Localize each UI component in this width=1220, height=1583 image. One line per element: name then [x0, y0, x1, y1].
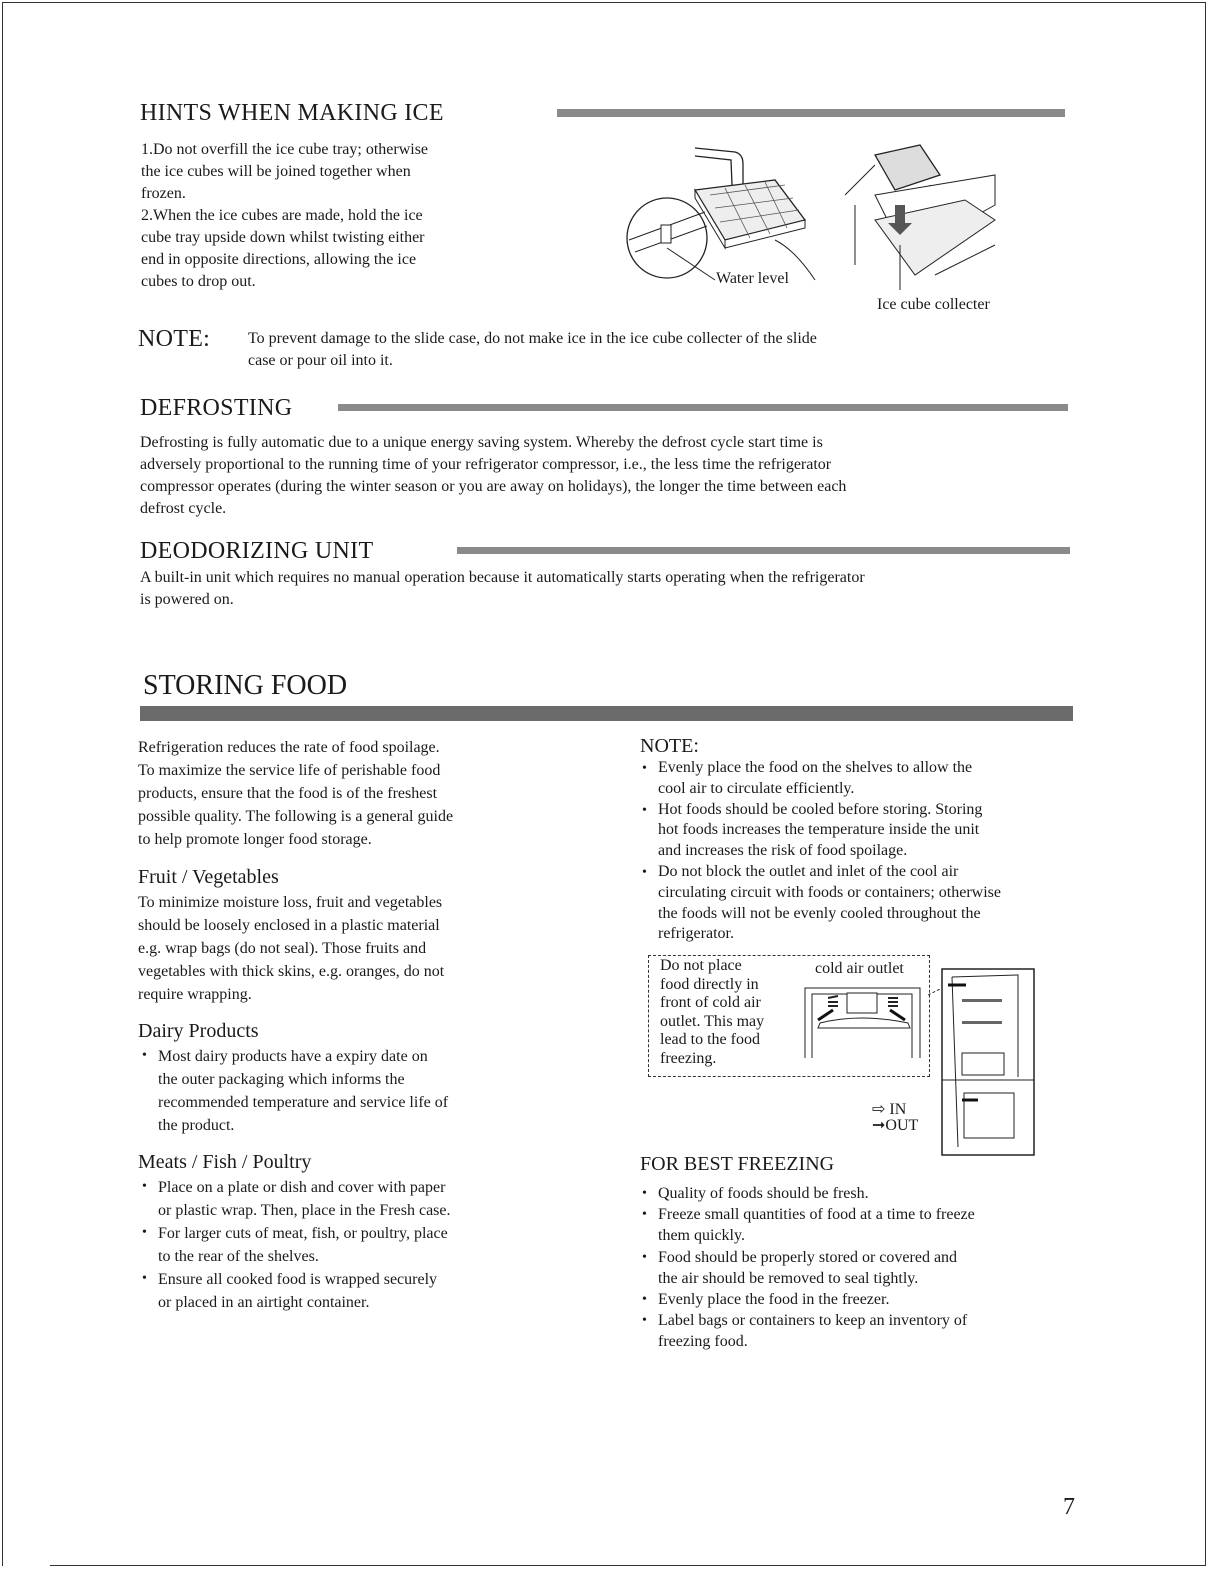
text-line: recommended temperature and service life of — [158, 1094, 449, 1111]
bullet-item — [638, 758, 1001, 800]
dairy-heading: Dairy Products — [138, 1020, 259, 1042]
legend-out-label: OUT — [885, 1117, 919, 1134]
hints-text — [141, 139, 428, 293]
meats-list — [138, 1176, 451, 1314]
text-line: • Place on a plate or dish and cover with paper — [158, 1179, 446, 1196]
bullet-item — [638, 1247, 975, 1289]
text-line: and increases the risk of food spoilage. — [658, 842, 908, 860]
bullet-item — [638, 1310, 975, 1352]
text-line: To prevent damage to the slide case, do not make ice in the ice cube collecter of the slide — [248, 330, 817, 347]
text-line: them quickly. — [658, 1227, 745, 1245]
bullet-item — [138, 1045, 448, 1137]
defrosting-text — [140, 432, 846, 520]
text-line: 2.When the ice cubes are made, hold the ice — [141, 207, 423, 224]
in-arrow-icon: ⇨ — [872, 1101, 886, 1118]
text-line: food directly in — [660, 975, 759, 993]
text-line: outlet. This may — [660, 1012, 765, 1030]
text-line: case or pour oil into it. — [248, 352, 393, 369]
fruit-vegetables-text — [138, 891, 444, 1006]
defrosting-heading: DEFROSTING — [140, 395, 293, 421]
section-divider-bar — [338, 404, 1068, 411]
section-divider-bar — [457, 547, 1070, 554]
text-line: • Evenly place the food in the freezer. — [658, 1290, 890, 1308]
text-line: the air should be removed to seal tightly. — [658, 1269, 919, 1287]
note-text — [248, 328, 817, 372]
hints-heading: HINTS WHEN MAKING ICE — [140, 100, 444, 126]
text-line: cool air to circulate efficiently. — [658, 779, 855, 797]
bullet-item — [638, 800, 1001, 862]
text-line: circulating circuit with foods or containers; otherwise — [658, 883, 1002, 901]
text-line: e.g. wrap bags (do not seal). Those fruits and — [138, 940, 427, 957]
cold-air-outlet-illustration — [800, 978, 925, 1058]
storing-note-heading: NOTE: — [640, 735, 699, 757]
deodorizing-heading: DEODORIZING UNIT — [140, 538, 374, 564]
page-number: 7 — [1063, 1494, 1075, 1520]
text-line: the ice cubes will be joined together when — [141, 163, 411, 180]
text-line: or plastic wrap. Then, place in the Fresh case. — [158, 1202, 451, 1219]
text-line: end in opposite directions, allowing the ice — [141, 251, 417, 268]
text-line: vegetables with thick skins, e.g. oranges, do not — [138, 963, 445, 980]
text-line: • Hot foods should be cooled before storing. Storing — [658, 800, 983, 818]
text-line: should be loosely enclosed in a plastic material — [138, 917, 440, 934]
text-line: is powered on. — [140, 591, 234, 608]
text-line: • For larger cuts of meat, fish, or poultry, place — [158, 1225, 448, 1242]
text-line: products, ensure that the food is of the freshest — [138, 785, 438, 802]
text-line: refrigerator. — [658, 925, 734, 943]
text-line: frozen. — [141, 185, 186, 202]
page-bottom-rule — [50, 1565, 1205, 1566]
text-line: possible quality. The following is a general guide — [138, 808, 454, 825]
legend-in-label: IN — [889, 1101, 907, 1118]
text-line: front of cold air — [660, 994, 761, 1011]
text-line: Do not place — [660, 957, 742, 974]
cold-air-outlet-label: cold air outlet — [815, 960, 904, 977]
text-line: • Most dairy products have a expiry date on — [158, 1048, 428, 1065]
best-freezing-list — [638, 1183, 975, 1353]
text-line: adversely proportional to the running time of your refrigerator compressor, i.e., the less time the refrigerator — [140, 456, 832, 473]
storing-intro — [138, 736, 453, 851]
ice-cube-collector-label: Ice cube collecter — [877, 296, 990, 313]
section-divider-bar — [557, 109, 1065, 117]
meats-heading: Meats / Fish / Poultry — [138, 1151, 312, 1173]
best-freezing-heading: FOR BEST FREEZING — [640, 1153, 835, 1175]
text-line: • Label bags or containers to keep an inventory of — [658, 1312, 968, 1330]
section-divider-bar — [140, 706, 1073, 721]
text-line: defrost cycle. — [140, 500, 227, 517]
ice-cube-release-illustration — [845, 145, 1005, 290]
water-level-label: Water level — [716, 270, 789, 287]
text-line: the outer packaging which informs the — [158, 1071, 405, 1088]
text-line: To maximize the service life of perishable food — [138, 762, 441, 779]
text-line: the product. — [158, 1117, 235, 1134]
text-line: cubes to drop out. — [141, 273, 256, 290]
bullet-item — [138, 1176, 451, 1222]
text-line: or placed in an airtight container. — [158, 1294, 370, 1311]
bullet-item — [638, 1289, 975, 1310]
text-line: • Quality of foods should be fresh. — [658, 1185, 869, 1202]
text-line: compressor operates (during the winter season or you are away on holidays), the longer the time between each — [140, 478, 847, 495]
note-label: NOTE: — [138, 326, 211, 352]
text-line: freezing. — [660, 1049, 717, 1067]
text-line: • Ensure all cooked food is wrapped securely — [158, 1271, 438, 1288]
text-line: To minimize moisture loss, fruit and vegetables — [138, 894, 443, 911]
bullet-item — [638, 1183, 975, 1204]
text-line: cube tray upside down whilst twisting either — [141, 229, 425, 246]
deodorizing-text — [140, 567, 865, 611]
text-line: A built-in unit which requires no manual operation because it automatically starts operating when the refrigerator — [140, 569, 865, 586]
storing-note-list — [638, 758, 1001, 945]
cold-air-caution-text — [660, 957, 764, 1068]
bullet-item — [638, 862, 1001, 945]
storing-food-heading: STORING FOOD — [143, 670, 348, 701]
text-line: hot foods increases the temperature inside the unit — [658, 821, 980, 839]
bullet-item — [638, 1204, 975, 1246]
text-line: • Do not block the outlet and inlet of the cool air — [658, 862, 959, 880]
text-line: freezing food. — [658, 1333, 748, 1351]
text-line: Defrosting is fully automatic due to a unique energy saving system. Whereby the defrost cycle start time is — [140, 434, 823, 451]
text-line: require wrapping. — [138, 986, 252, 1003]
text-line: Refrigeration reduces the rate of food spoilage. — [138, 739, 440, 756]
fruit-vegetables-heading: Fruit / Vegetables — [138, 866, 279, 888]
text-line: • Food should be properly stored or covered and — [658, 1248, 958, 1266]
dairy-list — [138, 1045, 448, 1137]
text-line: the foods will not be evenly cooled throughout the — [658, 904, 981, 922]
text-line: • Freeze small quantities of food at a time to freeze — [658, 1206, 975, 1224]
text-line: lead to the food — [660, 1031, 760, 1048]
text-line: 1.Do not overfill the ice cube tray; otherwise — [141, 141, 429, 158]
text-line: to help promote longer food storage. — [138, 831, 372, 848]
bullet-item — [138, 1222, 451, 1268]
refrigerator-airflow-illustration — [928, 965, 1038, 1160]
out-arrow-icon: ➞ — [872, 1117, 886, 1134]
bullet-item — [138, 1268, 451, 1314]
text-line: • Evenly place the food on the shelves to allow the — [658, 759, 973, 776]
text-line: to the rear of the shelves. — [158, 1248, 319, 1265]
airflow-legend — [872, 1102, 918, 1134]
